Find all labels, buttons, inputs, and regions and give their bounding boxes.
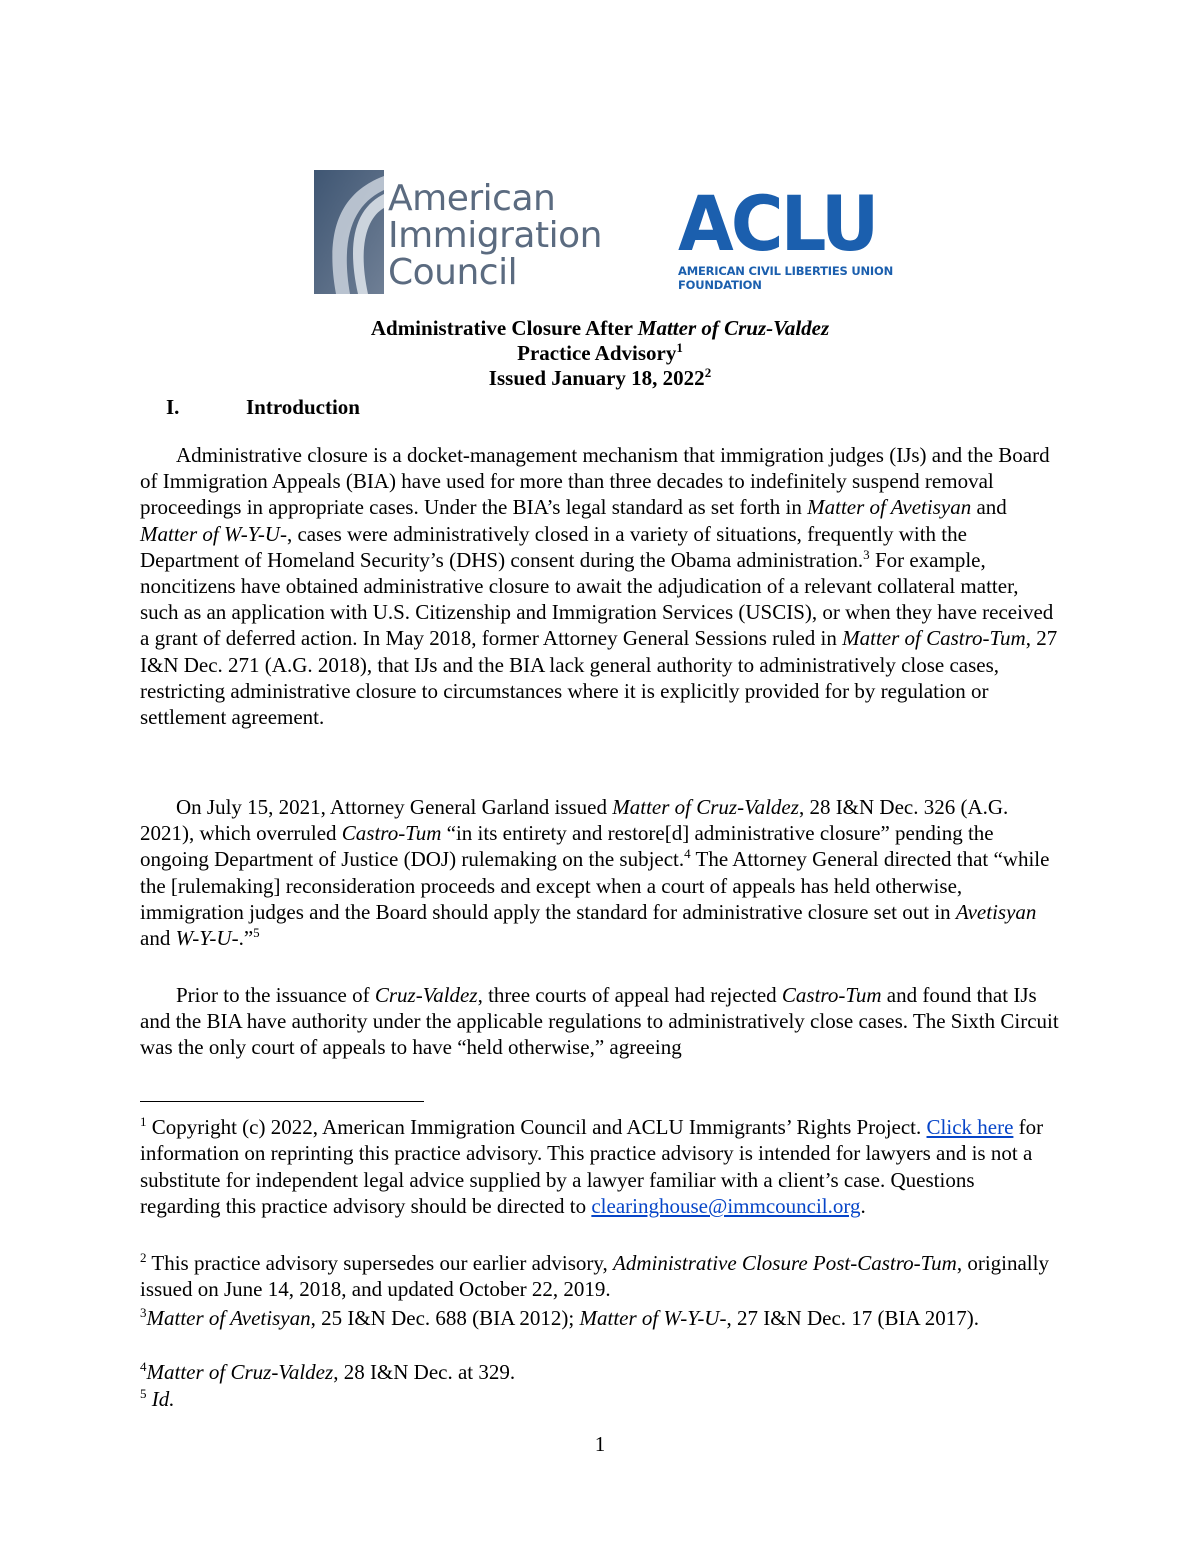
footnote-number: 2 xyxy=(140,1250,147,1266)
title-line-3: Issued January 18, 2022 xyxy=(488,366,705,390)
text-run: , 25 I&N Dec. 688 (BIA 2012); xyxy=(310,1306,580,1330)
text-run: , 27 I&N Dec. 17 (BIA 2017). xyxy=(726,1306,980,1330)
clearinghouse-email-link[interactable]: clearinghouse@immcouncil.org xyxy=(591,1194,861,1219)
reprint-info-link[interactable]: Click here xyxy=(926,1115,1014,1139)
text-run: and xyxy=(971,495,1007,520)
text-run: This practice advisory supersedes our earlier advisory, xyxy=(146,1251,614,1275)
footnote-number: 5 xyxy=(140,1386,147,1402)
body-paragraph xyxy=(140,442,1060,730)
footnote xyxy=(140,1305,1060,1331)
footnote-ref: 4 xyxy=(684,846,691,862)
title-line-1: Administrative Closure After xyxy=(370,316,638,340)
footnote-number: 3 xyxy=(140,1305,147,1321)
text-run: The Attorney General directed that “while the [rulemaking] reconsideration proceeds and except when a court of appeals has held otherwise, immigration judges and the Board should apply the standard for administrative closure set out in xyxy=(140,847,1050,924)
footnote-ref: 1 xyxy=(676,340,683,356)
aclu-logo-line: AMERICAN CIVIL LIBERTIES UNION xyxy=(678,264,894,278)
case-citation: Castro-Tum xyxy=(341,821,442,846)
text-run: and xyxy=(140,926,176,951)
section-number: I. xyxy=(166,395,180,419)
case-citation: Matter of Cruz-Valdez xyxy=(612,795,799,819)
page-number: 1 xyxy=(594,1432,606,1456)
case-citation: Cruz-Valdez xyxy=(374,983,478,1007)
aic-logo-line: Immigration xyxy=(388,215,602,256)
title-case-name: Matter of Cruz-Valdez xyxy=(637,316,830,340)
body-paragraph xyxy=(140,794,1060,951)
american-immigration-council-logo xyxy=(314,170,604,296)
footnote xyxy=(140,1250,1060,1303)
text-run: “in its entirety and restore[d] administrative closure” pending the ongoing Department of Justice (DOJ) rulemaking on the subject. xyxy=(140,821,994,872)
text-run: , originally issued on June 14, 2018, and updated October 22, 2019. xyxy=(140,1251,1049,1302)
text-run: Administrative closure is a docket-management mechanism that immigration judges (IJs) and the Board of Immigration Appeals (BIA) have used for more than three decades to indefinitely suspend removal proceedings in appropriate cases. Under the BIA’s legal standard as set forth in xyxy=(140,443,1050,520)
footnote-ref: 5 xyxy=(253,925,260,941)
footnote-ref: 2 xyxy=(704,365,712,381)
aclu-wordmark: ACLU xyxy=(678,179,877,268)
case-citation: Matter of W-Y-U- xyxy=(579,1306,727,1330)
footnote xyxy=(140,1359,1060,1385)
aic-swoosh-icon xyxy=(314,170,384,294)
case-citation: Matter of Avetisyan xyxy=(146,1306,311,1330)
footnote xyxy=(140,1386,1060,1412)
footnote-ref: 3 xyxy=(863,547,870,563)
aclu-foundation-logo xyxy=(678,179,894,298)
aclu-logo-line: FOUNDATION xyxy=(678,278,762,292)
case-citation: Matter of Avetisyan xyxy=(807,495,972,520)
body-paragraph xyxy=(140,982,1060,1061)
text-run: , 27 I&N Dec. 271 (A.G. 2018), that IJs and the BIA lack general authority to administratively close cases, restricting administrative closure to circumstances where it is explicitly provided for by regulation or settlement agreement. xyxy=(140,626,1058,730)
footnote-number: 1 xyxy=(140,1114,147,1130)
aic-logo-line: Council xyxy=(388,252,518,293)
aic-logo-line: American xyxy=(388,178,556,219)
text-run: and found that IJs and the BIA have authority under the applicable regulations to administratively close cases. The Sixth Circuit was the only court of appeals to have “held otherwise,” agreeing xyxy=(140,983,1059,1060)
text-run: Copyright (c) 2022, American Immigration Council and ACLU Immigrants’ Rights Project. xyxy=(146,1115,927,1139)
text-run: Prior to the issuance of xyxy=(176,983,375,1007)
text-run: for information on reprinting this practice advisory. This practice advisory is intended for lawyers and is not a substitute for independent legal advice supplied by a lawyer familiar with a client’s case. Questions regarding this practice advisory should be directed to xyxy=(140,1115,1044,1219)
text-run: , 28 I&N Dec. 326 (A.G. 2021), which overruled xyxy=(140,795,1009,846)
text-run: .” xyxy=(238,926,254,951)
text-run: For example, noncitizens have obtained administrative closure to await the adjudication of a relevant collateral matter, such as an application with U.S. Citizenship and Immigration Services (USCIS), or when they have received a grant of deferred action. In May 2018, former Attorney General Sessions ruled in xyxy=(140,547,1054,651)
text-run: , 28 I&N Dec. at 329. xyxy=(333,1360,516,1384)
case-citation: Id. xyxy=(151,1387,175,1411)
case-citation: Matter of Cruz-Valdez xyxy=(146,1360,334,1384)
text-run: , cases were administratively closed in a variety of situations, frequently with the Department of Homeland Security’s (DHS) consent during the Obama administration. xyxy=(140,521,967,572)
case-citation: Castro-Tum xyxy=(781,983,882,1007)
document-title xyxy=(140,316,1060,391)
footnote-number: 4 xyxy=(140,1359,147,1375)
text-run: On July 15, 2021, Attorney General Garland issued xyxy=(176,795,613,819)
case-citation: Matter of W-Y-U- xyxy=(140,521,287,546)
footnote-separator xyxy=(140,1101,424,1102)
case-citation: W-Y-U- xyxy=(175,926,239,951)
advisory-title: Administrative Closure Post-Castro-Tum xyxy=(613,1251,957,1275)
title-line-2: Practice Advisory xyxy=(517,341,677,365)
case-citation: Matter of Castro-Tum xyxy=(842,626,1026,651)
text-run: , three courts of appeal had rejected xyxy=(477,983,782,1007)
footnote xyxy=(140,1114,1060,1220)
section-title: Introduction xyxy=(246,395,360,419)
text-run: . xyxy=(860,1194,866,1219)
section-heading xyxy=(166,395,360,420)
case-citation: Avetisyan xyxy=(955,899,1037,924)
